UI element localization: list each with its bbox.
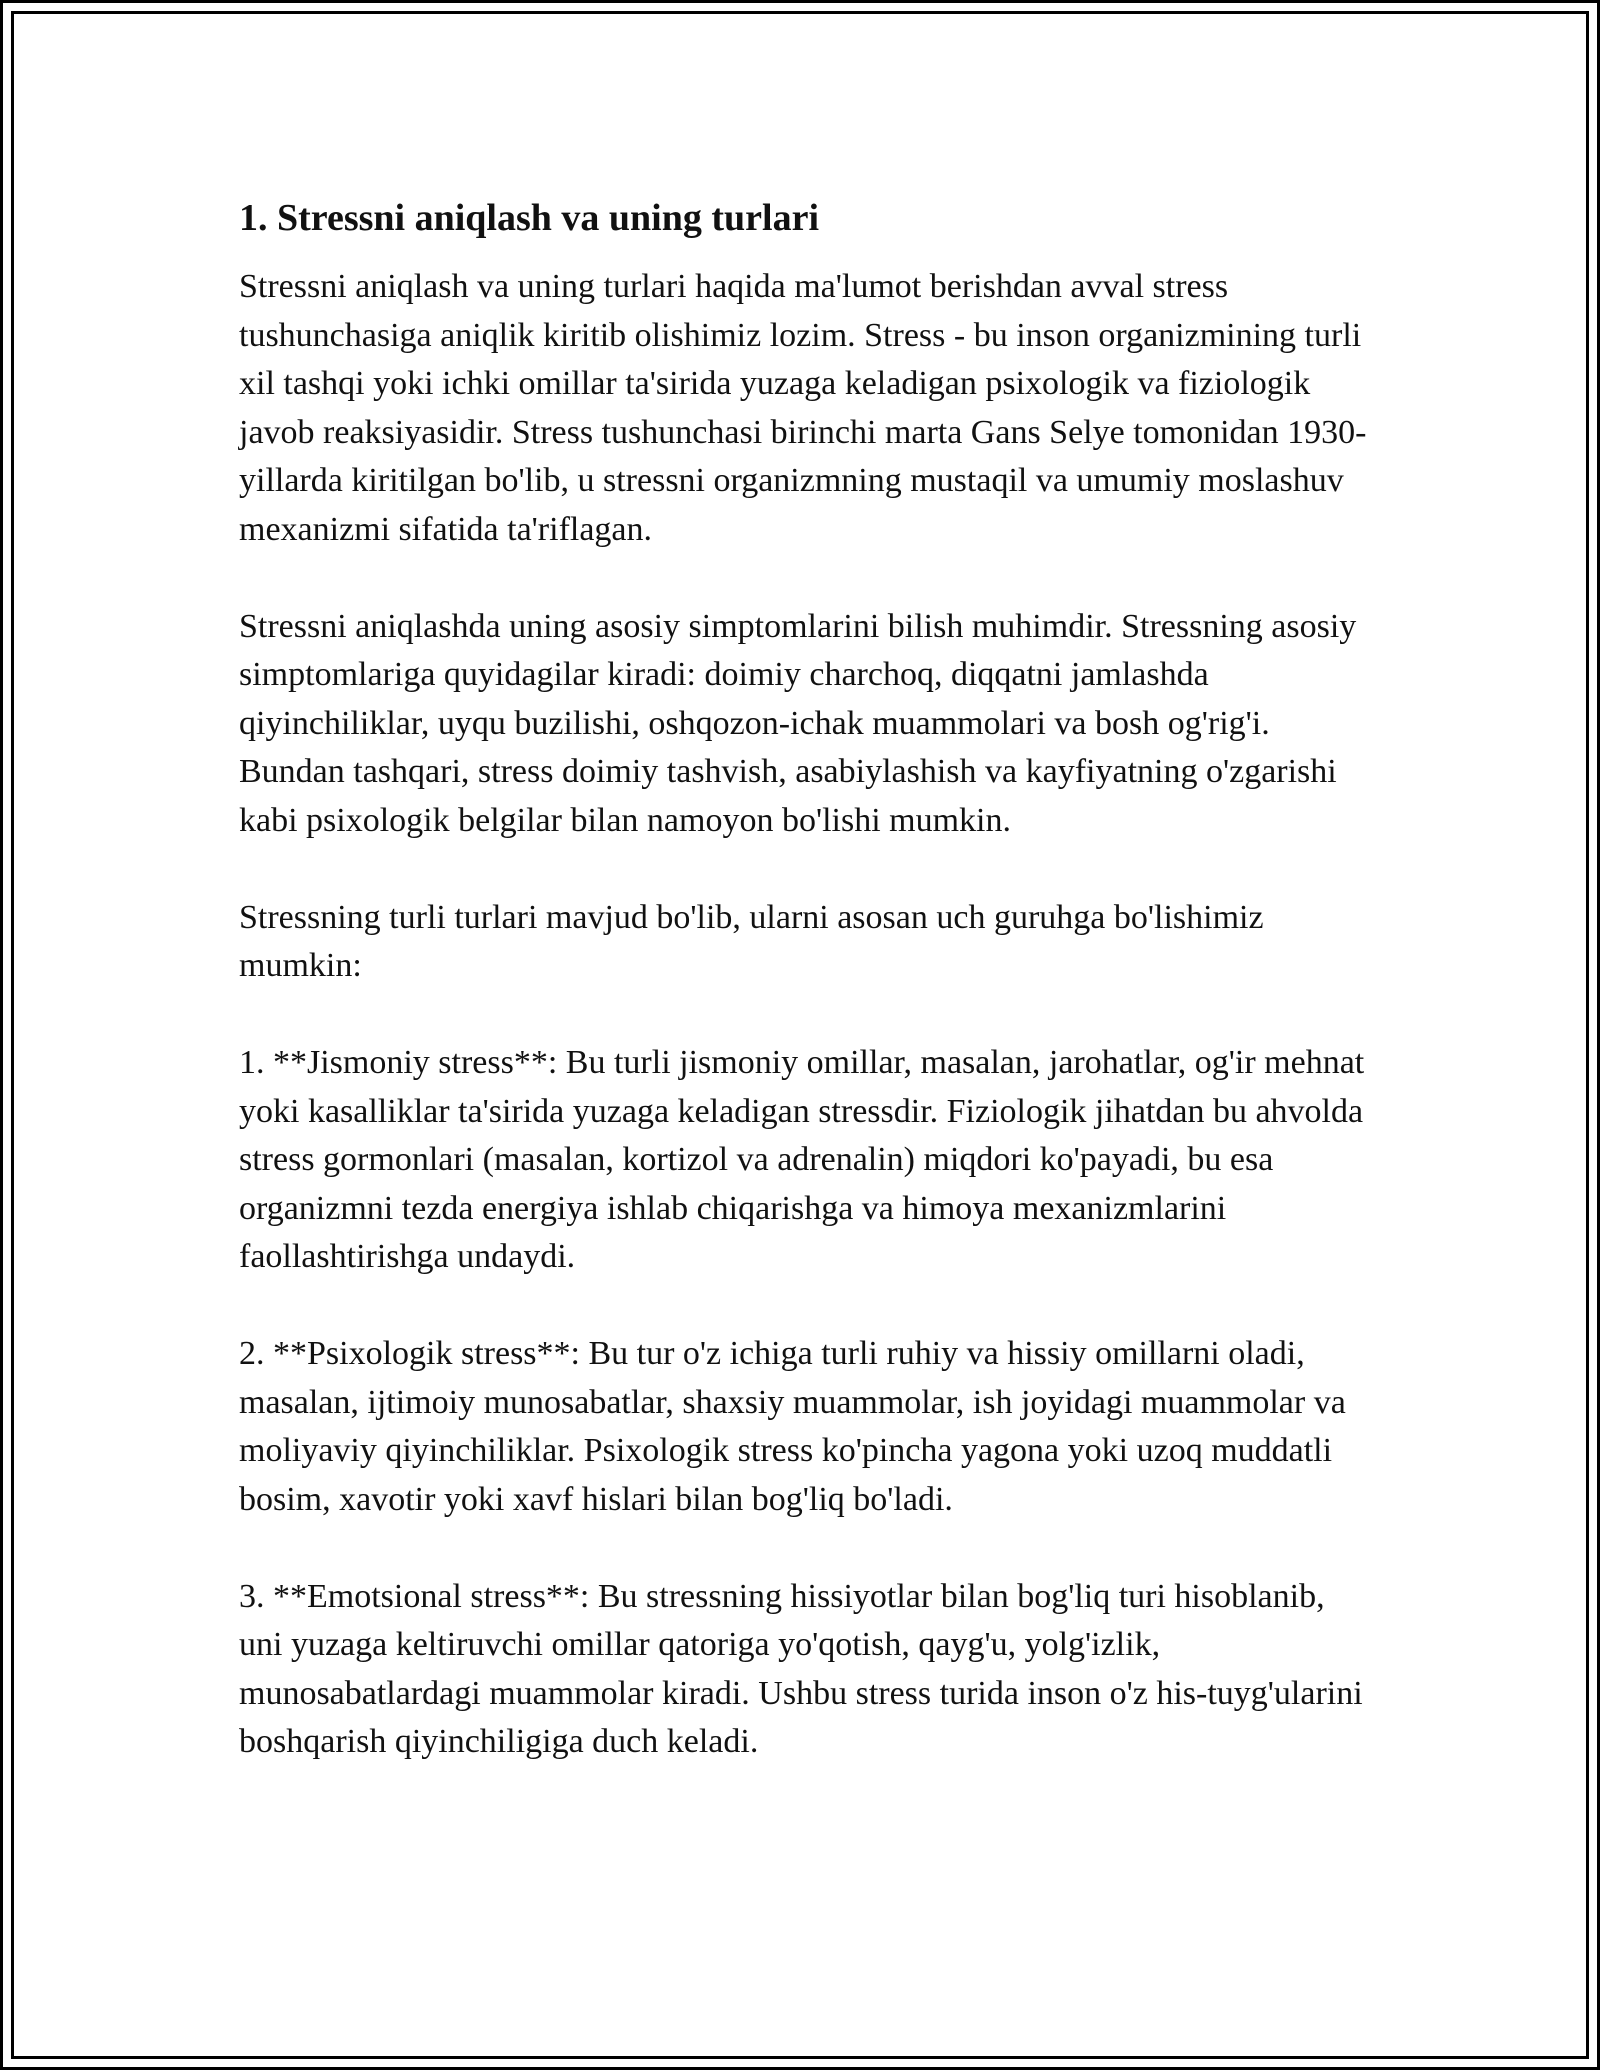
paragraph-types-intro: Stressning turli turlari mavjud bo'lib, ularni asosan uch guruhga bo'lishimiz mumkin: <box>239 898 1264 984</box>
paragraph-physical-stress: 1. **Jismoniy stress**: Bu turli jismoniy omillar, masalan, jarohatlar, og'ir mehnat yoki kasalliklar ta'sirida yuzaga keladigan stressdir. Fiziologik jihatdan bu ahvolda stress gormonlari (masalan, kortizol va adrenalin) miqdori ko'payadi, bu esa organizmni tezda energiya ishlab chiqarishga va himoya mexanizmlarini faollashtirishga undaydi. <box>239 1044 1365 1275</box>
paragraph-psychological-stress: 2. **Psixologik stress**: Bu tur o'z ichiga turli ruhiy va hissiy omillarni oladi, masalan, ijtimoiy munosabatlar, shaxsiy muammolar, ish joyidagi muammolar va moliyaviy qiyinchiliklar. Psixologik stress ko'pincha yagona yoki uzoq muddatli bosim, xavotir yoki xavf hislari bilan bog'liq bo'ladi. <box>239 1335 1346 1518</box>
paragraph-definition: Stressni aniqlash va uning turlari haqida ma'lumot berishdan avval stress tushunchasiga aniqlik kiritib olishimiz lozim. Stress - bu inson organizmining turli xil tashqi yoki ichki omillar ta'sirida yuzaga keladigan psixologik va fiziologik javob reaksiyasidir. Stress tushunchasi birinchi marta Gans Selye tomonidan 1930-yillarda kiritilgan bo'lib, u stressni organizmning mustaqil va umumiy moslashuv mexanizmi sifatida ta'riflagan. <box>239 268 1367 548</box>
section-heading: 1. Stressni aniqlash va uning turlari <box>239 197 820 239</box>
paragraph-symptoms: Stressni aniqlashda uning asosiy simptomlarini bilish muhimdir. Stressning asosiy simptomlariga quyidagilar kiradi: doimiy charchoq, diqqatni jamlashda qiyinchiliklar, uyqu buzilishi, oshqozon-ichak muammolari va bosh og'rig'i. Bundan tashqari, stress doimiy tashvish, asabiylashish va kayfiyatning o'zgarishi kabi psixologik belgilar bilan namoyon bo'lishi mumkin. <box>239 607 1357 839</box>
document-content <box>239 191 1369 1767</box>
paragraph-emotional-stress: 3. **Emotsional stress**: Bu stressning hissiyotlar bilan bog'liq turi hisoblanib, uni yuzaga keltiruvchi omillar qatoriga yo'qotish, qayg'u, yolg'izlik, munosabatlardagi muammolar kiradi. Ushbu stress turida inson o'z his-tuyg'ularini boshqarish qiyinchiligiga duch keladi. <box>239 1577 1363 1760</box>
